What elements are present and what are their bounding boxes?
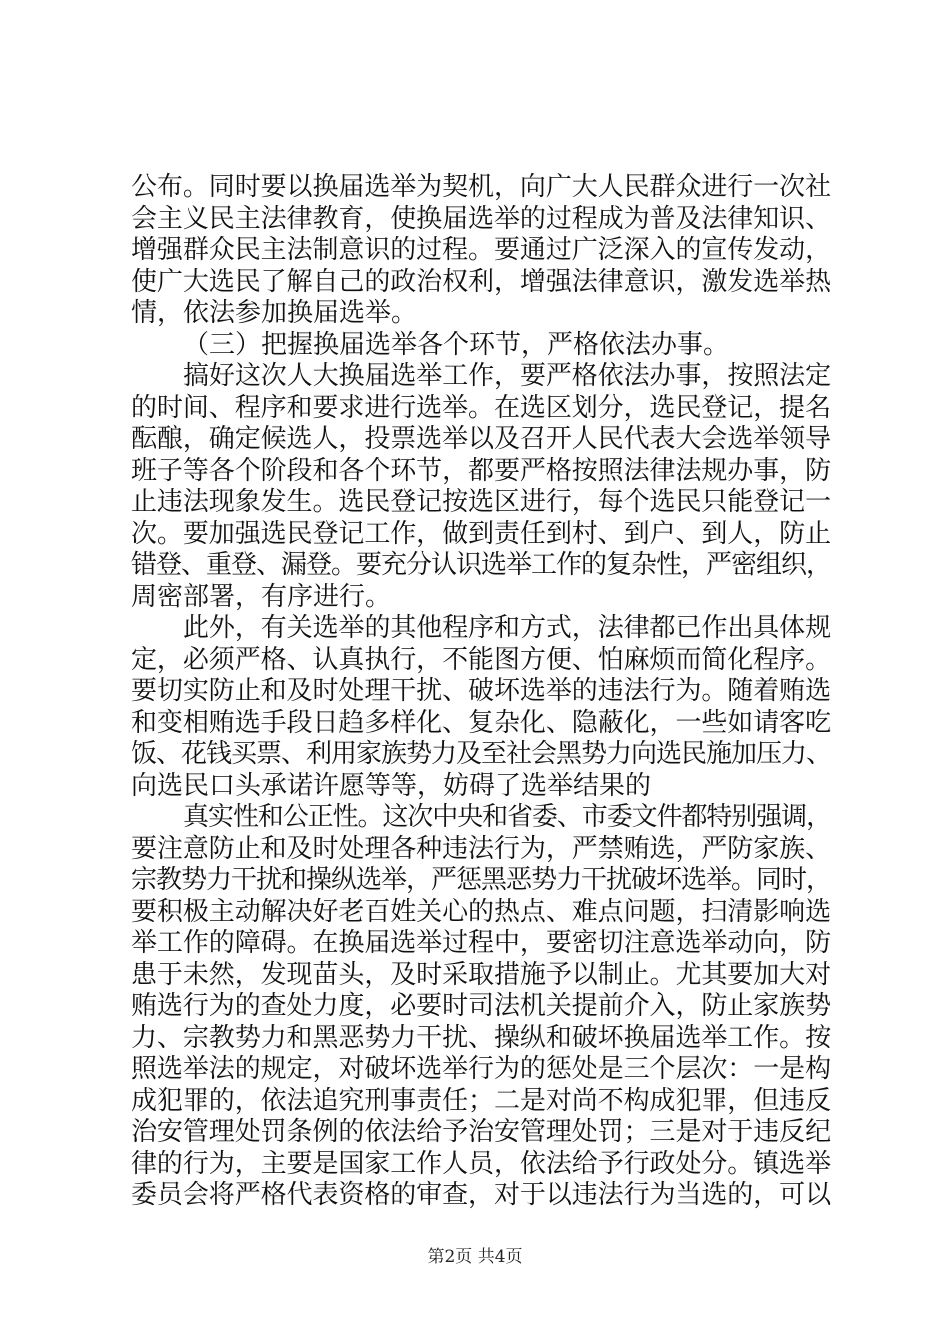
text-line: 止违法现象发生。选民登记按选区进行，每个选民只能登记一 xyxy=(131,487,832,517)
text-line: 力、宗教势力和黑恶势力干扰、操纵和破坏换届选举工作。按 xyxy=(131,1022,832,1053)
text-line: 宗教势力干扰和操纵选举，严惩黑恶势力干扰破坏选举。同时， xyxy=(131,865,832,895)
document-body xyxy=(131,172,831,1212)
text-line: 真实性和公正性。这次中央和省委、市委文件都特别强调， xyxy=(183,802,832,832)
page-footer: 第2页 共4页 xyxy=(427,1247,523,1267)
text-line: 此外，有关选举的其他程序和方式，法律都已作出具体规 xyxy=(183,613,832,643)
text-line: 举工作的障碍。在换届选举过程中，要密切注意选举动向，防 xyxy=(131,928,832,958)
text-line: 情，依法参加换届选举。 xyxy=(131,298,418,328)
text-line: 要积极主动解决好老百姓关心的热点、难点问题，扫清影响选 xyxy=(131,896,832,927)
text-line: 贿选行为的查处力度，必要时司法机关提前介入，防止家族势 xyxy=(131,991,832,1021)
text-line: 成犯罪的，依法追究刑事责任；二是对尚不构成犯罪，但违反 xyxy=(131,1085,832,1116)
text-line: 和变相贿选手段日趋多样化、复杂化、隐蔽化，一些如请客吃 xyxy=(131,707,832,738)
text-line: 班子等各个阶段和各个环节，都要严格按照法律法规办事，防 xyxy=(131,455,832,486)
text-line: 酝酿，确定候选人，投票选举以及召开人民代表大会选举领导 xyxy=(131,424,832,454)
text-line: 增强群众民主法制意识的过程。要通过广泛深入的宣传发动， xyxy=(131,235,832,265)
text-line: 使广大选民了解自己的政治权利，增强法律意识，激发选举热 xyxy=(131,266,832,297)
text-line: 要注意防止和及时处理各种违法行为，严禁贿选，严防家族、 xyxy=(131,833,832,864)
text-line: 饭、花钱买票、利用家族势力及至社会黑势力向选民施加压力、 xyxy=(131,739,832,769)
text-line: （三）把握换届选举各个环节，严格依法办事。 xyxy=(183,329,730,360)
text-line: 搞好这次人大换届选举工作，要严格依法办事，按照法定 xyxy=(183,361,832,391)
text-line: 公布。同时要以换届选举为契机，向广大人民群众进行一次社 xyxy=(131,172,832,202)
text-line: 周密部署，有序进行。 xyxy=(131,581,392,612)
text-line: 委员会将严格代表资格的审查，对于以违法行为当选的，可以 xyxy=(131,1180,832,1210)
text-line: 照选举法的规定，对破坏选举行为的惩处是三个层次：一是构 xyxy=(131,1054,832,1084)
text-line: 患于未然，发现苗头，及时采取措施予以制止。尤其要加大对 xyxy=(131,959,832,990)
text-line: 治安管理处罚条例的依法给予治安管理处罚；三是对于违反纪 xyxy=(131,1117,832,1147)
text-line: 要切实防止和及时处理干扰、破坏选举的违法行为。随着贿选 xyxy=(131,676,832,706)
text-line: 的时间、程序和要求进行选举。在选区划分，选民登记，提名 xyxy=(131,392,832,423)
text-line: 次。要加强选民登记工作，做到责任到村、到户、到人，防止 xyxy=(131,518,832,549)
text-line: 定，必须严格、认真执行，不能图方便、怕麻烦而简化程序。 xyxy=(131,644,832,675)
text-line: 错登、重登、漏登。要充分认识选举工作的复杂性，严密组织， xyxy=(131,550,832,580)
text-line: 会主义民主法律教育，使换届选举的过程成为普及法律知识、 xyxy=(131,203,832,234)
text-line: 律的行为，主要是国家工作人员，依法给予行政处分。镇选举 xyxy=(131,1148,832,1179)
text-line: 向选民口头承诺许愿等等，妨碍了选举结果的 xyxy=(131,770,652,801)
